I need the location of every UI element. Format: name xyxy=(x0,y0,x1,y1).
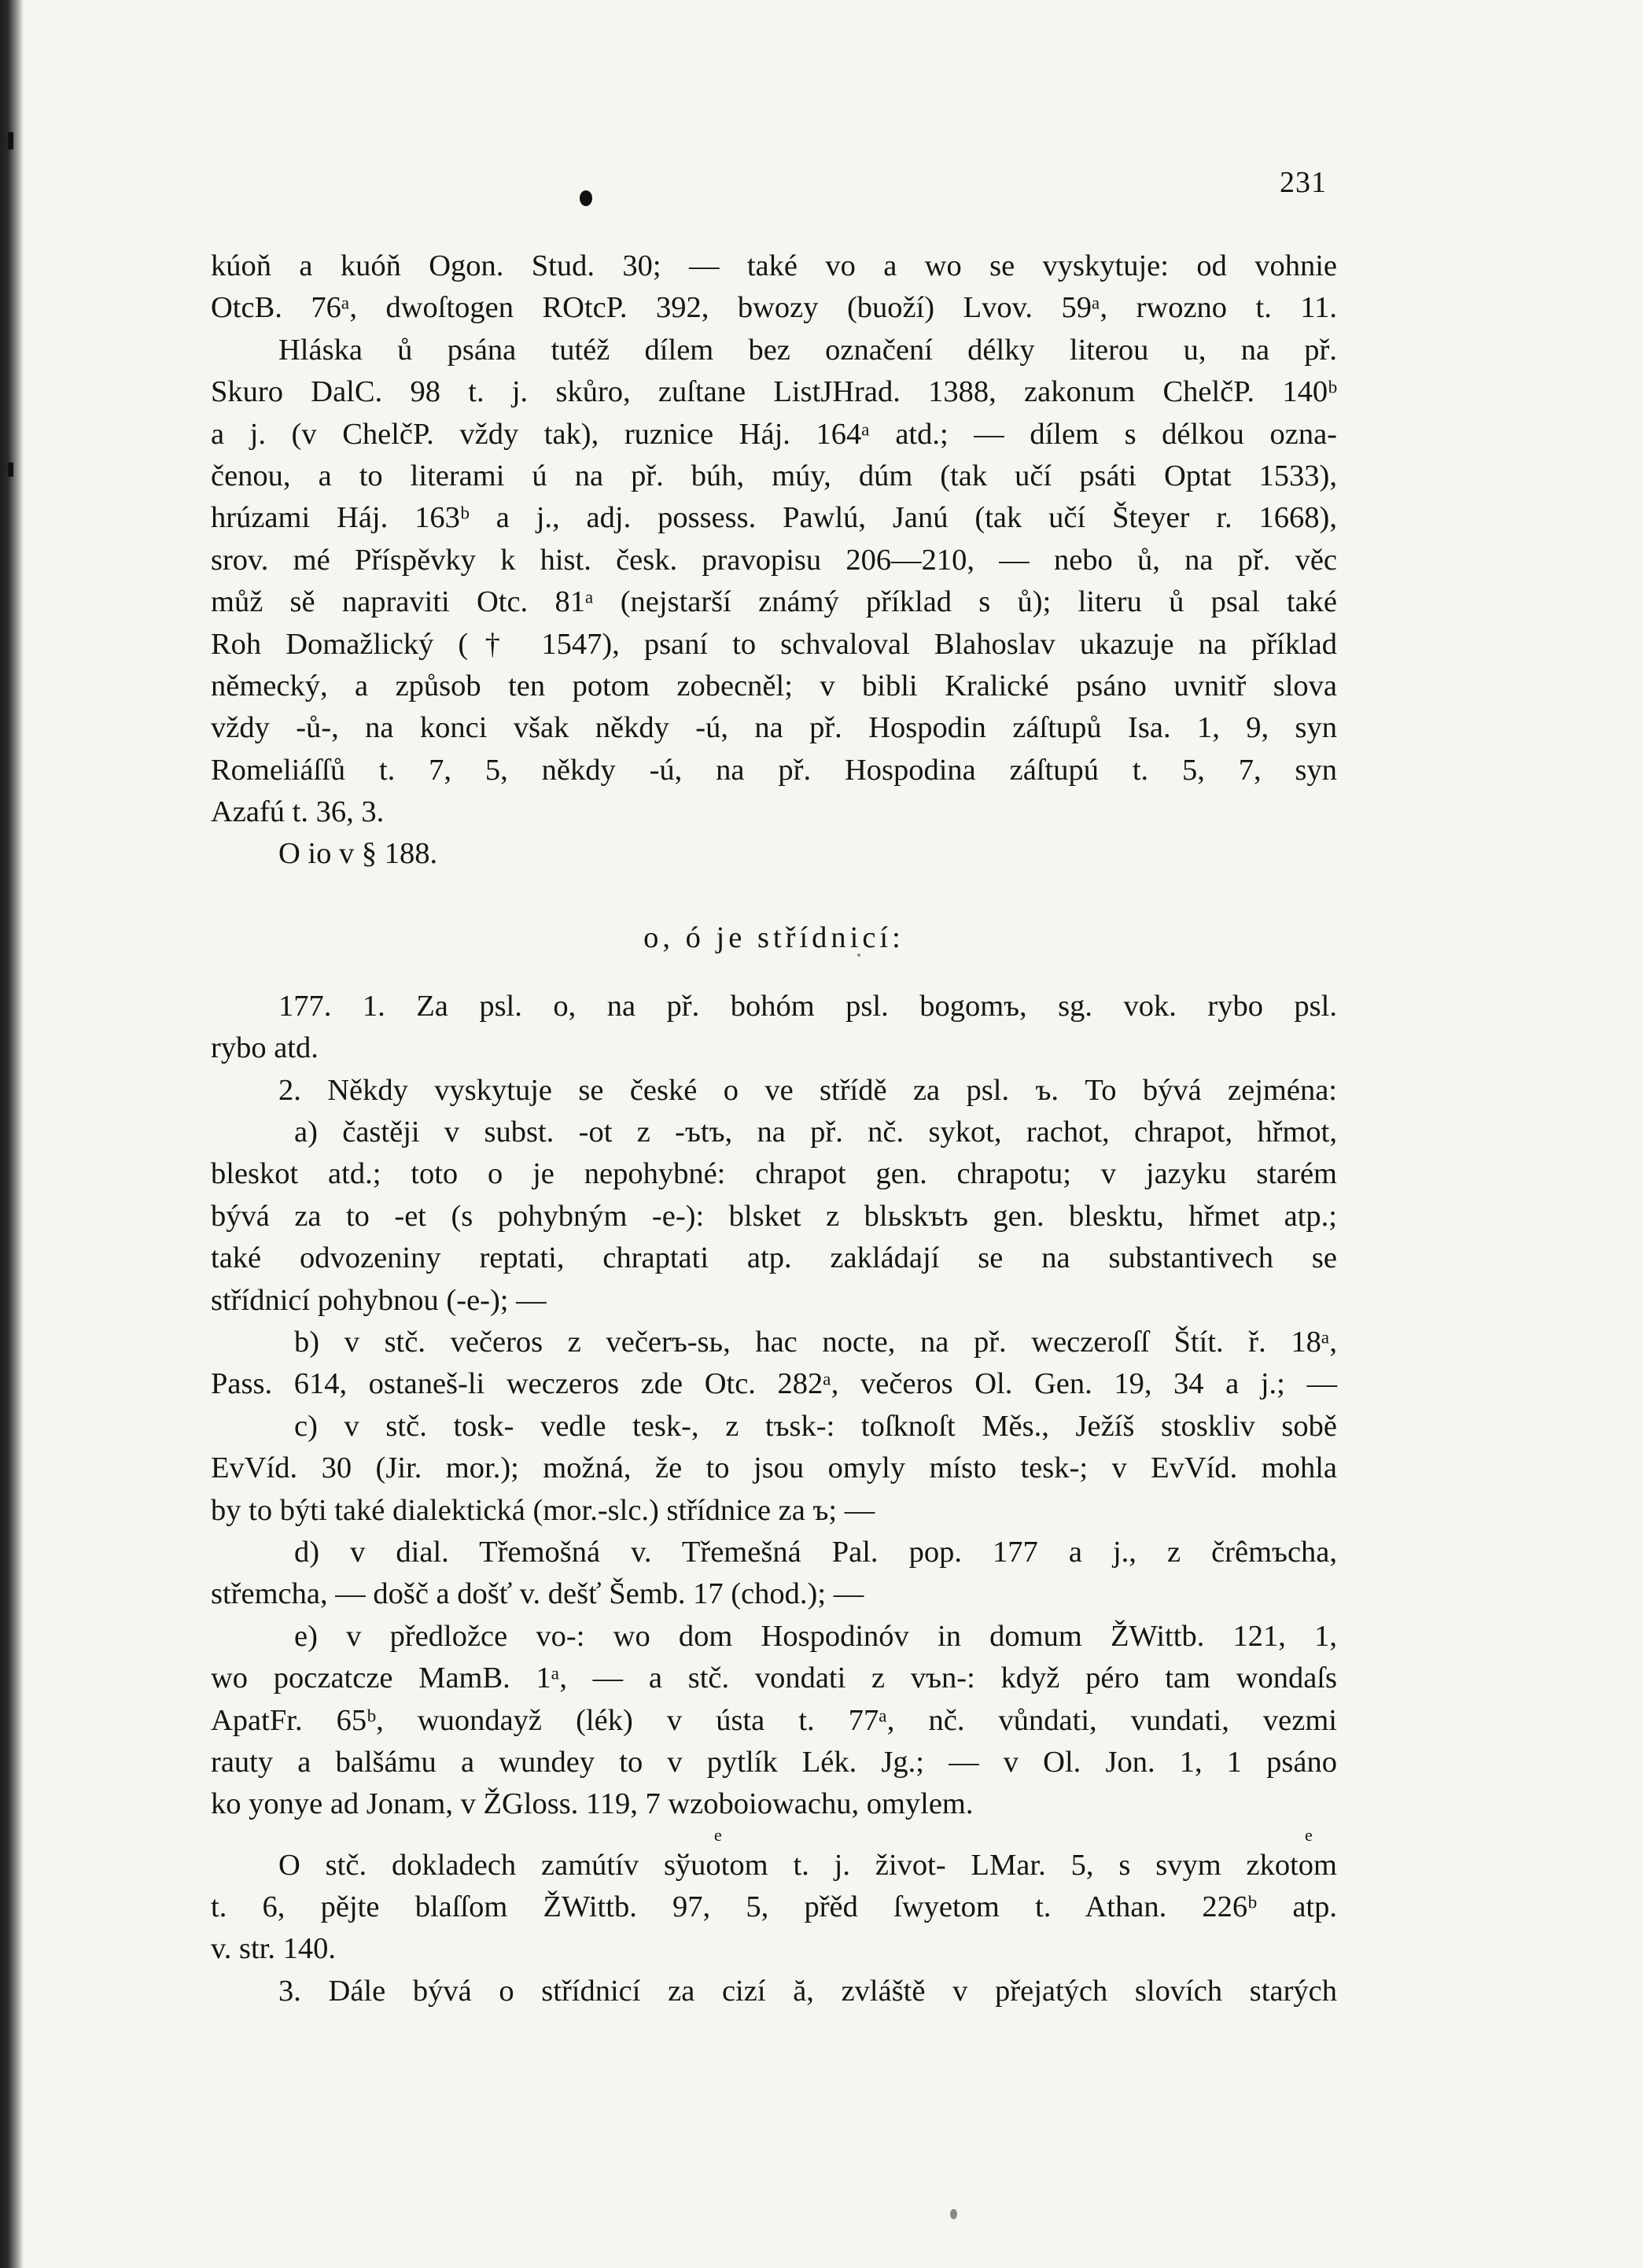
paragraph-177-2 xyxy=(211,1070,1337,1322)
text-line: střemcha, — došč a došť v. dešť Šemb. 17 (chod.); — xyxy=(211,1577,864,1611)
text-line: e) v předložce vo-: wo dom Hospodinóv in domum ŽWittb. 121, 1, xyxy=(294,1619,1337,1653)
text-line: O stč. dokladech zamútív sўuotom t. j. život- LMar. 5, s svym zkotom xyxy=(278,1848,1337,1882)
text-line: rybo atd. xyxy=(211,1031,319,1065)
text-line: Roh Domažlický († 1547), psaní to schvaloval Blahoslav ukazuje na příklad xyxy=(211,627,1337,661)
page-body xyxy=(211,245,1337,2012)
text-line: OtcB. 76ᵃ, dwoſtogen ROtcP. 392, bwozy (buoží) Lvov. 59ᵃ, rwozno t. 11. xyxy=(211,291,1337,325)
ink-dot xyxy=(580,190,592,206)
paragraph-3: O io v § 188. xyxy=(278,837,438,871)
text-line: bleskot atd.; toto o je nepohybné: chrapot gen. chrapotu; v jazyku starém xyxy=(211,1157,1337,1191)
text-line: bývá za to -et (s pohybným -e-): blsket z blьskъtъ gen. blesktu, hřmet atp.; xyxy=(211,1199,1337,1233)
text-line: čenou, a to literami ú na př. búh, múy, dúm (tak učí psáti Optat 1533), xyxy=(211,459,1337,492)
text-line: b) v stč. večeros z večerъ-sь, hac nocte, na př. weczeroſſ Štít. ř. 18ᵃ, xyxy=(294,1325,1337,1359)
paragraph-stc xyxy=(211,1845,1337,1971)
paragraph-c xyxy=(211,1406,1337,1532)
text-line: v. str. 140. xyxy=(211,1932,337,1966)
paragraph-3-final: 3. Dále bývá o střídnicí za cizí ă, zvláště v přejatých slovích starých xyxy=(278,1974,1337,2008)
text-line: t. 6, pějte blaſſom ŽWittb. 97, 5, přěd ſwyetom t. Athan. 226ᵇ atp. xyxy=(211,1890,1337,1924)
text-line: by to býti také dialektická (mor.-slc.) střídnice za ъ; — xyxy=(211,1493,875,1527)
paragraph-1 xyxy=(211,245,1337,330)
text-line: Romeliáſſů t. 7, 5, někdy -ú, na př. Hospodina záſtupú t. 5, 7, syn xyxy=(211,753,1337,787)
paragraph-d xyxy=(211,1532,1337,1616)
book-spine-shadow xyxy=(0,0,24,2268)
text-line: d) v dial. Třemošná v. Třemešná Pal. pop. 177 a j., z črêmъcha, xyxy=(294,1535,1337,1569)
text-line: a) častěji v subst. -ot z -ъtъ, na př. nč. sykot, rachot, chrapot, hřmot, xyxy=(294,1116,1337,1149)
text-line: Pass. 614, ostaneš-li weczeros zde Otc. 282ᵃ, večeros Ol. Gen. 19, 34 a j.; — xyxy=(211,1367,1337,1401)
spine-mark xyxy=(8,463,13,477)
superscript-e: e xyxy=(1305,1824,1313,1845)
text-line: německý, a způsob ten potom zobecněl; v bibli Kralické psáno uvnitř slova xyxy=(211,669,1337,703)
text-line: wo poczatcze MamB. 1ᵃ, — a stč. vondati z vъn-: když péro tam wondaſs xyxy=(211,1661,1337,1695)
text-line: střídnicí pohybnou (-e-); — xyxy=(211,1283,547,1317)
text-line: Azafú t. 36, 3. xyxy=(211,795,385,829)
text-line: 2. Někdy vyskytuje se české o ve střídě za psl. ъ. To bývá zejména: xyxy=(278,1073,1337,1107)
paragraph-177 xyxy=(211,986,1337,1070)
text-line: EvVíd. 30 (Jir. mor.); možná, že to jsou omyly místo tesk-; v EvVíd. mohla xyxy=(211,1451,1337,1485)
text-line: vždy -ů-, na konci však někdy -ú, na př. Hospodin záſtupů Isa. 1, 9, syn xyxy=(211,711,1337,745)
text-line: rauty a balšámu a wundey to v pytlík Lék. Jg.; — v Ol. Jon. 1, 1 psáno xyxy=(211,1745,1337,1779)
text-line: Hláska ů psána tutéž dílem bez označení délky literou u, na př. xyxy=(278,333,1337,367)
text-line: můž sě napraviti Otc. 81ᵃ (nejstarší známý příklad s ů); literu ů psal také xyxy=(211,585,1337,619)
superscript-e: e xyxy=(714,1824,722,1845)
text-line: srov. mé Příspěvky k hist. česk. pravopisu 206—210, — nebo ů, na př. věc xyxy=(211,543,1337,577)
text-line: ko yonye ad Jonam, v ŽGloss. 119, 7 wzoboiowachu, omylem. xyxy=(211,1787,974,1821)
paragraph-e xyxy=(211,1616,1337,1826)
text-line: také odvozeniny reptati, chraptati atp. zakládají se na substantivech se xyxy=(211,1241,1337,1275)
paragraph-2 xyxy=(211,330,1337,834)
text-line: kúoň a kuóň Ogon. Stud. 30; — také vo a wo se vyskytuje: od vohnie xyxy=(211,249,1337,282)
text-line: c) v stč. tosk- vedle tesk-, z tъsk-: toſknoſt Měs., Ježíš stoskliv sobě xyxy=(294,1409,1337,1443)
text-line: hrúzami Háj. 163ᵇ a j., adj. possess. Pawlú, Janú (tak učí Šteyer r. 1668), xyxy=(211,501,1337,535)
page-number: 231 xyxy=(1280,166,1327,199)
text-line: a j. (v ChelčP. vždy tak), ruznice Háj. 164ᵃ atd.; — dílem s délkou ozna- xyxy=(211,417,1337,451)
paragraph-b xyxy=(211,1322,1337,1406)
section-heading: o, ó je střídnicí: xyxy=(643,920,904,954)
text-line: ApatFr. 65ᵇ, wuondayž (lék) v ústa t. 77ᵃ, nč. vůndati, vundati, vezmi xyxy=(211,1703,1337,1737)
text-line: 177. 1. Za psl. o, na př. bohóm psl. bogomъ, sg. vok. rybo psl. xyxy=(278,989,1337,1023)
ink-speck xyxy=(950,2209,957,2219)
spine-mark xyxy=(8,132,13,149)
superscript-row xyxy=(211,1826,1337,1845)
text-line: Skuro DalC. 98 t. j. skůro, zuſtane ListJHrad. 1388, zakonum ChelčP. 140ᵇ xyxy=(211,375,1337,409)
